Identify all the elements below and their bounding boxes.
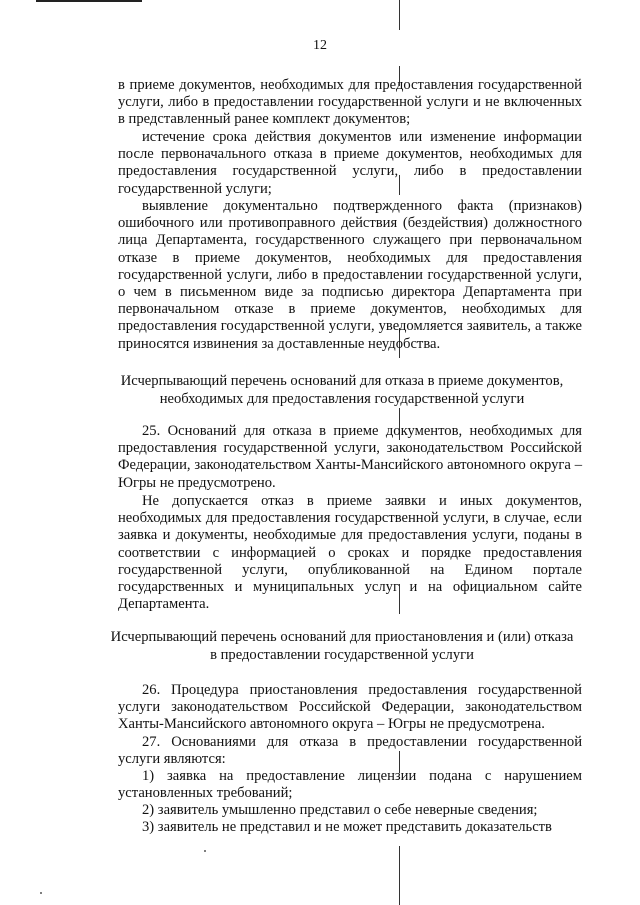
list-item-2: 2) заявитель умышленно представил о себе неверные сведения; bbox=[142, 802, 538, 818]
scan-artifact-line bbox=[399, 846, 400, 905]
paragraph-25: 25. Оснований для отказа в приеме документов, необходимых для предоставления государственной услуги, законодательством Российской Федерации, законодательством Ханты-Мансийского автономного округа – Югры не предусмотрено. bbox=[118, 423, 582, 491]
scan-speck bbox=[40, 892, 42, 894]
heading-line-1: Исчерпывающий перечень оснований для приостановления и (или) отказа bbox=[110, 629, 574, 645]
paragraph-error-detection: выявление документально подтвержденного факта (признаков) ошибочного или противоправного действия (бездействия) должностного лица Департамента, государственного служащего при первоначальном отказе в приеме документов, необходимых для предоставления государственной услуги, либо в предоставлении государственной услуги, о чем в письменном виде за подписью директора Департамента при первоначальном отказе в приеме документов, необходимых для предоставления государственной услуги, уведомляется заявитель, а также приносятся извинения за доставленные неудобства. bbox=[118, 198, 582, 352]
paragraph-no-refusal: Не допускается отказ в приеме заявки и иных документов, необходимых для предоставления государственной услуги, в случае, если заявка и документы, необходимые для предоставления услуги, поданы в соответствии с информацией о сроках и порядке предоставления государственной услуги, опубликованной на Едином портале государственных и муниципальных услуг и на официальном сайте Департамента. bbox=[118, 493, 582, 613]
heading-line-2: в предоставлении государственной услуги bbox=[210, 647, 474, 663]
paragraph-26: 26. Процедура приостановления предоставления государственной услуги законодательством Российской Федерации, законодательством Ханты-Мансийского автономного округа – Югры не предусмотрена. bbox=[118, 682, 582, 733]
list-item-3: 3) заявитель не представил и не может представить доказательств bbox=[142, 819, 552, 835]
top-border-line bbox=[36, 0, 142, 2]
heading-line-1: Исчерпывающий перечень оснований для отказа в приеме документов, bbox=[120, 373, 564, 389]
paragraph-27: 27. Основаниями для отказа в предоставлении государственной услуги являются: bbox=[118, 734, 582, 768]
section-heading-reception-refusal bbox=[100, 372, 584, 408]
heading-line-2: необходимых для предоставления государственной услуги bbox=[159, 391, 525, 407]
page-number: 12 bbox=[313, 38, 327, 53]
list-item-1: 1) заявка на предоставление лицензии подана с нарушением установленных требований; bbox=[118, 768, 582, 802]
section-heading-suspension bbox=[100, 628, 584, 664]
scan-artifact-line bbox=[399, 0, 400, 30]
paragraph-expiry: истечение срока действия документов или изменение информации после первоначального отказа в приеме документов, необходимых для предоставления государственной услуги, либо в предоставлении государственной услуги; bbox=[118, 129, 582, 197]
paragraph-continuation: в приеме документов, необходимых для предоставления государственной услуги, либо в предоставлении государственной услуги и не включенных в представленный ранее комплект документов; bbox=[118, 77, 582, 128]
scan-speck bbox=[204, 850, 206, 852]
